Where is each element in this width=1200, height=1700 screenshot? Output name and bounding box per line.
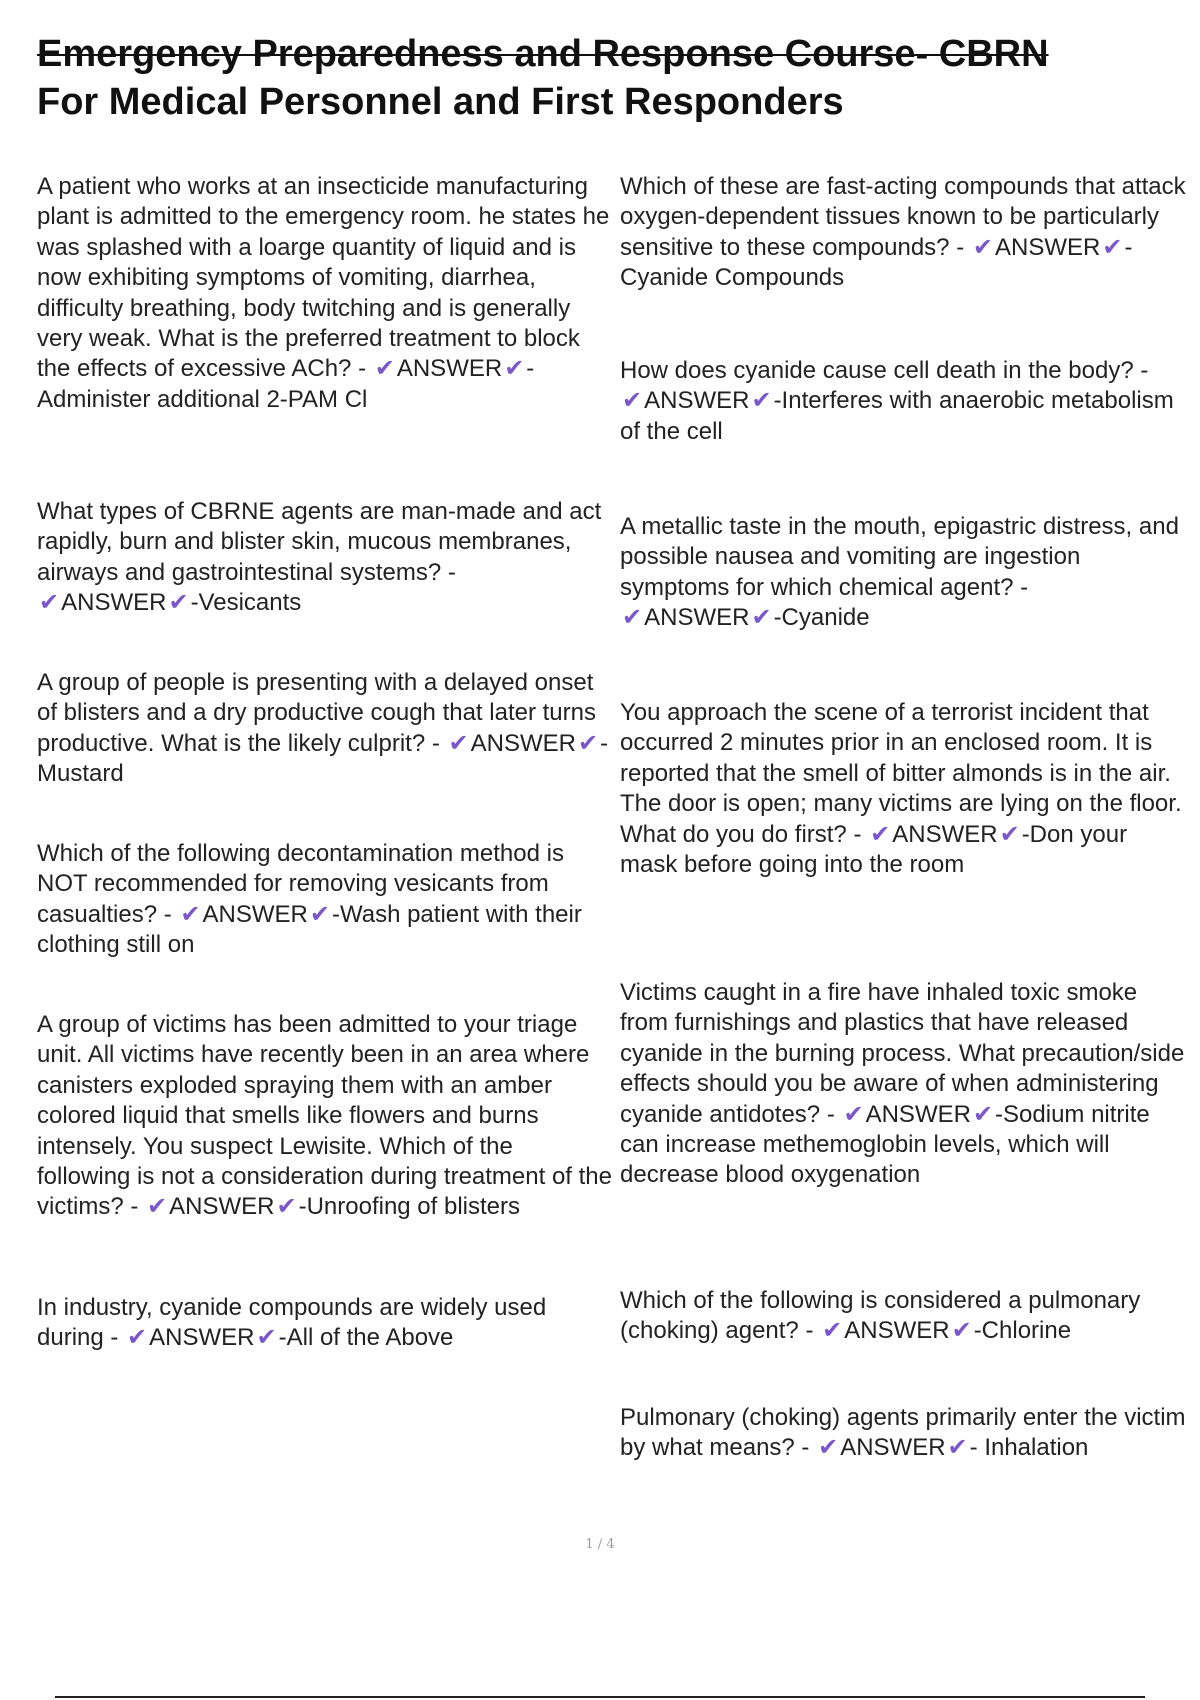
- qa-item: [37, 172, 612, 415]
- answer-label: ANSWER: [61, 589, 167, 617]
- check-icon: ✔: [972, 233, 993, 261]
- check-icon: ✔: [168, 589, 189, 617]
- check-icon: ✔: [999, 820, 1020, 848]
- answer-text: -Don your mask before going into the room: [620, 820, 1128, 879]
- qa-item: [620, 172, 1190, 294]
- question-text: You approach the scene of a terrorist incident that occurred 2 minutes prior in an enclosed room. It is reported that the smell of bitter almonds is in the air. The door is open; many victims are lying on the floor. What do you do first? -: [620, 699, 1182, 848]
- qa-item: [620, 1286, 1190, 1347]
- check-icon: ✔: [504, 355, 525, 383]
- check-icon: ✔: [622, 604, 643, 632]
- answer-text: -Interferes with anaerobic metabolism of the cell: [620, 387, 1174, 445]
- check-icon: ✔: [947, 1434, 968, 1462]
- question-text: Which of the following is considered a pulmonary (choking) agent? -: [620, 1287, 1141, 1345]
- qa-item: [37, 1010, 612, 1223]
- qa-item: [620, 1403, 1190, 1464]
- check-icon: ✔: [870, 820, 891, 848]
- answer-label: ANSWER: [470, 729, 576, 757]
- question-text: Which of these are fast-acting compounds that attack oxygen-dependent tissues known to be particularly sensitive to these compounds? -: [620, 173, 1186, 261]
- question-text: A group of people is presenting with a delayed onset of blisters and a dry productive cough that later turns productive. What is the likely culprit? -: [37, 669, 596, 757]
- answer-label: ANSWER: [994, 233, 1101, 261]
- answer-label: ANSWER: [396, 355, 503, 383]
- answer-label: ANSWER: [844, 1317, 950, 1345]
- question-text: Which of the following decontamination method is NOT recommended for removing vesicants from casualties? -: [37, 840, 564, 928]
- answer-text: -Cyanide: [773, 604, 870, 632]
- check-icon: ✔: [1102, 233, 1123, 261]
- question-text: How does cyanide cause cell death in the body? -: [620, 357, 1149, 384]
- check-icon: ✔: [147, 1193, 168, 1221]
- question-text: A metallic taste in the mouth, epigastric distress, and possible nausea and vomiting are ingestion symptoms for which chemical agent? -: [620, 513, 1179, 601]
- bottom-divider: [55, 1696, 1145, 1698]
- answer-text: -Unroofing of blisters: [298, 1193, 521, 1221]
- answer-label: ANSWER: [840, 1434, 946, 1462]
- answer-text: - Inhalation: [969, 1434, 1089, 1462]
- check-icon: ✔: [843, 1100, 864, 1128]
- answer-text: -Wash patient with their clothing still on: [37, 900, 582, 959]
- check-icon: ✔: [818, 1434, 839, 1462]
- check-icon: ✔: [256, 1324, 277, 1352]
- check-icon: ✔: [972, 1100, 994, 1128]
- answer-text: -Administer additional 2-PAM Cl: [37, 355, 535, 413]
- check-icon: ✔: [276, 1193, 297, 1221]
- answer-text: -Cyanide Compounds: [620, 233, 1133, 292]
- page-indicator: 1 / 4: [585, 1537, 615, 1552]
- question-text: A group of victims has been admitted to your triage unit. All victims have recently been in an area where canisters exploded spraying them with an amber colored liquid that smells like flowers and burns intensely. You suspect Lewisite. Which of the following is not a consideration during treatment of the victims? -: [37, 1011, 613, 1221]
- qa-item: [37, 497, 612, 619]
- check-icon: ✔: [822, 1317, 843, 1345]
- check-icon: ✔: [951, 1317, 972, 1345]
- answer-label: ANSWER: [892, 820, 998, 848]
- check-icon: ✔: [622, 387, 643, 415]
- title-line-1: Emergency Preparedness and Response Course- CBRN: [37, 33, 1049, 75]
- answer-text: -All of the Above: [278, 1324, 454, 1352]
- answer-text: -Sodium nitrite can increase methemoglobin levels, which will decrease blood oxygenation: [620, 1100, 1150, 1189]
- qa-item: [37, 668, 612, 790]
- qa-item: [37, 1293, 612, 1354]
- question-text: Pulmonary (choking) agents primarily enter the victim by what means? -: [620, 1404, 1186, 1462]
- document-title: [37, 30, 1177, 126]
- answer-label: ANSWER: [644, 387, 750, 415]
- answer-text: -Mustard: [37, 729, 609, 788]
- answer-label: ANSWER: [865, 1100, 971, 1128]
- answer-text: -Vesicants: [190, 589, 302, 617]
- answer-label: ANSWER: [202, 900, 308, 928]
- answer-label: ANSWER: [149, 1324, 255, 1352]
- check-icon: ✔: [577, 729, 599, 757]
- question-text: What types of CBRNE agents are man-made and act rapidly, burn and blister skin, mucous membranes, airways and gastrointestinal systems? -: [37, 498, 602, 586]
- check-icon: ✔: [751, 387, 772, 415]
- answer-label: ANSWER: [169, 1193, 275, 1221]
- check-icon: ✔: [309, 900, 330, 928]
- check-icon: ✔: [127, 1324, 148, 1352]
- question-text: A patient who works at an insecticide manufacturing plant is admitted to the emergency room. he states he was splashed with a loarge quantity of liquid and is now exhibiting symptoms of vomiting, diarrhea, difficulty breathing, body twitching and is generally very weak. What is the preferred treatment to block the effects of excessive ACh? -: [37, 173, 610, 383]
- check-icon: ✔: [180, 900, 201, 928]
- qa-item: [620, 356, 1190, 447]
- check-icon: ✔: [751, 604, 772, 632]
- check-icon: ✔: [374, 355, 395, 383]
- qa-item: [620, 698, 1190, 880]
- qa-item: [620, 978, 1190, 1191]
- qa-item: [37, 839, 612, 961]
- question-text: In industry, cyanide compounds are widely used during -: [37, 1294, 547, 1352]
- qa-item: [620, 512, 1190, 634]
- check-icon: ✔: [448, 729, 469, 757]
- check-icon: ✔: [39, 589, 60, 617]
- question-text: Victims caught in a fire have inhaled toxic smoke from furnishings and plastics that have released cyanide in the burning process. What precaution/side effects should you be aware of when administering cyanide antidotes? -: [620, 979, 1185, 1128]
- answer-text: -Chlorine: [973, 1317, 1072, 1345]
- answer-label: ANSWER: [644, 604, 750, 632]
- title-line-2: For Medical Personnel and First Responders: [37, 81, 844, 123]
